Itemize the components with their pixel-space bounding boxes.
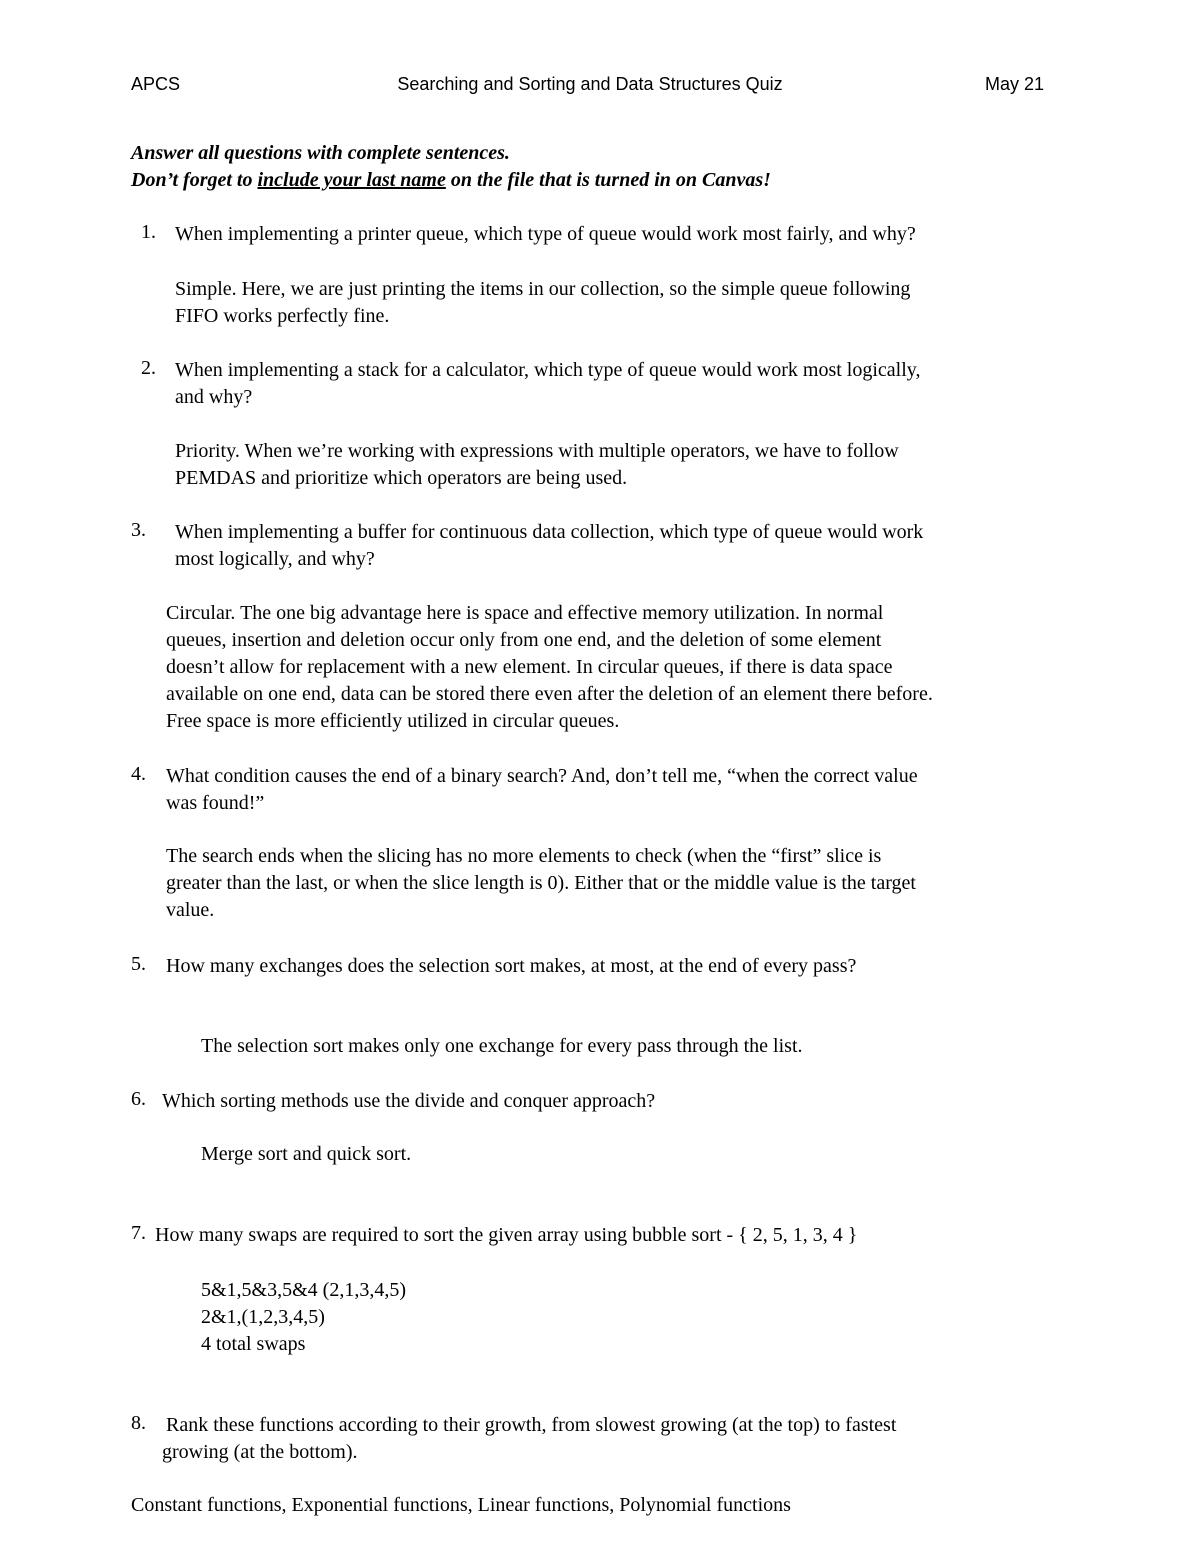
answer-text: The search ends when the slicing has no more elements to check (when the “first” slice is bbox=[166, 845, 882, 867]
answer-text: Priority. When we’re working with expressions with multiple operators, we have to follow bbox=[175, 440, 899, 462]
header-date: May 21 bbox=[985, 74, 1045, 94]
question-text: When implementing a stack for a calculator, which type of queue would work most logically, bbox=[175, 359, 921, 381]
answer-text: 2&1,(1,2,3,4,5) bbox=[201, 1306, 325, 1328]
answer-text: doesn’t allow for replacement with a new element. In circular queues, if there is data space bbox=[166, 656, 893, 678]
question-text: most logically, and why? bbox=[175, 548, 375, 570]
answer-text: PEMDAS and prioritize which operators are being used. bbox=[175, 467, 628, 489]
answer-text: Constant functions, Exponential functions, Linear functions, Polynomial functions bbox=[131, 1494, 791, 1516]
instruction-underlined: include your last name bbox=[257, 169, 446, 191]
question-number: 6. bbox=[131, 1088, 146, 1110]
answer-text: Circular. The one big advantage here is space and effective memory utilization. In normal bbox=[166, 602, 884, 624]
question-text: When implementing a printer queue, which type of queue would work most fairly, and why? bbox=[175, 223, 916, 245]
answer-text: FIFO works perfectly fine. bbox=[175, 305, 390, 327]
question-text: How many exchanges does the selection sort makes, at most, at the end of every pass? bbox=[166, 955, 857, 977]
answer-text: greater than the last, or when the slice length is 0). Either that or the middle value is the target bbox=[166, 872, 916, 894]
answer-text: The selection sort makes only one exchange for every pass through the list. bbox=[201, 1035, 803, 1057]
question-number: 1. bbox=[141, 221, 156, 243]
question-text: was found!” bbox=[166, 792, 265, 814]
question-number: 2. bbox=[141, 357, 156, 379]
question-text: Which sorting methods use the divide and conquer approach? bbox=[162, 1090, 656, 1112]
answer-text: Merge sort and quick sort. bbox=[201, 1143, 412, 1165]
answer-text: available on one end, data can be stored there even after the deletion of an element there before. bbox=[166, 683, 933, 705]
question-number: 4. bbox=[131, 763, 146, 785]
answer-text: 4 total swaps bbox=[201, 1333, 306, 1355]
question-number: 3. bbox=[131, 519, 146, 541]
answer-text: Simple. Here, we are just printing the items in our collection, so the simple queue following bbox=[175, 278, 911, 300]
answer-text: queues, insertion and deletion occur only from one end, and the deletion of some element bbox=[166, 629, 882, 651]
instruction-line-1: Answer all questions with complete sentences. bbox=[131, 142, 510, 164]
instruction-line-2: Don’t forget to include your last name on the file that is turned in on Canvas! bbox=[131, 169, 771, 191]
question-number: 7. bbox=[131, 1222, 146, 1244]
question-text: When implementing a buffer for continuous data collection, which type of queue would work bbox=[175, 521, 924, 543]
header-title: Searching and Sorting and Data Structures Quiz bbox=[397, 74, 783, 94]
question-text: Rank these functions according to their growth, from slowest growing (at the top) to fastest bbox=[166, 1414, 897, 1436]
question-text: and why? bbox=[175, 386, 253, 408]
answer-text: value. bbox=[166, 899, 215, 921]
answer-text: Free space is more efficiently utilized in circular queues. bbox=[166, 710, 620, 732]
question-number: 5. bbox=[131, 953, 146, 975]
question-text: What condition causes the end of a binary search? And, don’t tell me, “when the correct value bbox=[166, 765, 918, 787]
answer-text: 5&1,5&3,5&4 (2,1,3,4,5) bbox=[201, 1279, 406, 1301]
header-course: APCS bbox=[131, 74, 181, 94]
question-text: How many swaps are required to sort the given array using bubble sort - { 2, 5, 1, 3, 4 } bbox=[155, 1224, 858, 1246]
question-number: 8. bbox=[131, 1412, 146, 1434]
question-text: growing (at the bottom). bbox=[162, 1441, 358, 1463]
